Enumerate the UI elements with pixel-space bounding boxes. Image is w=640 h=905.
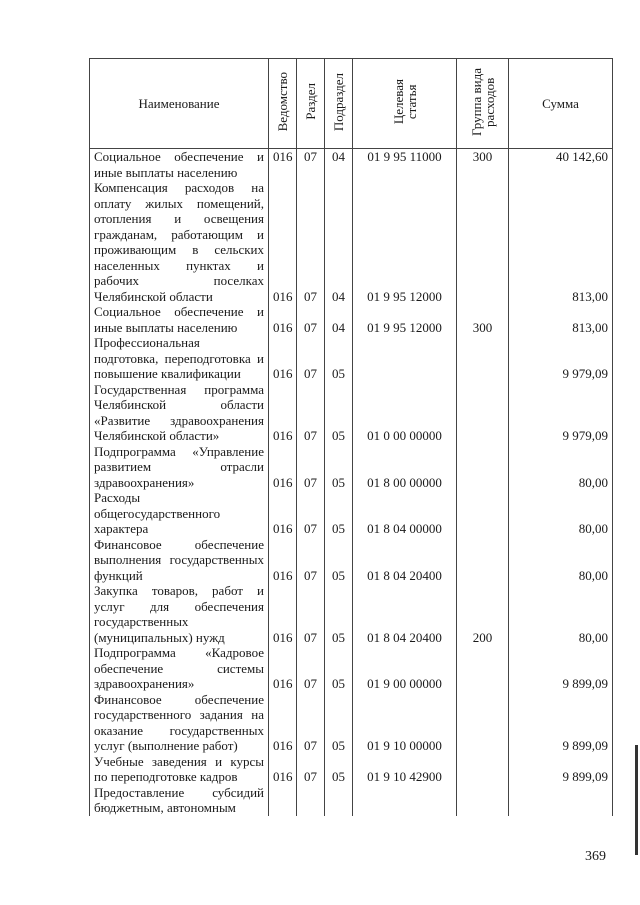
- header-summa: Сумма: [509, 59, 613, 149]
- row-summa: 9 899,09: [509, 692, 613, 754]
- row-celevaya-statya: [353, 335, 457, 382]
- row-vedomstvo: [269, 785, 297, 816]
- header-podrazdel: Подраздел: [325, 59, 353, 149]
- row-razdel: 07: [297, 537, 325, 584]
- table-row: [90, 692, 613, 754]
- row-vedomstvo: 016: [269, 180, 297, 304]
- row-name: Расходы общегосударственного характера: [90, 490, 269, 537]
- row-summa: 813,00: [509, 304, 613, 335]
- row-celevaya-statya: 01 9 95 11000: [353, 149, 457, 181]
- header-razdel: Раздел: [297, 59, 325, 149]
- budget-table: [89, 58, 613, 816]
- row-gruppa: 300: [457, 304, 509, 335]
- row-vedomstvo: 016: [269, 444, 297, 491]
- row-celevaya-statya: 01 9 95 12000: [353, 304, 457, 335]
- row-summa: 9 979,09: [509, 335, 613, 382]
- row-podrazdel: 05: [325, 490, 353, 537]
- row-name: Подпрограмма «Кадровое обеспечение системы здравоохранения»: [90, 645, 269, 692]
- table-row: [90, 382, 613, 444]
- row-summa: 9 899,09: [509, 754, 613, 785]
- row-celevaya-statya: [353, 785, 457, 816]
- row-celevaya-statya: 01 8 04 20400: [353, 537, 457, 584]
- row-vedomstvo: 016: [269, 335, 297, 382]
- row-podrazdel: 04: [325, 180, 353, 304]
- table-row: [90, 335, 613, 382]
- table-row: [90, 583, 613, 645]
- row-name: Социальное обеспечение и иные выплаты населению: [90, 149, 269, 181]
- row-gruppa: [457, 490, 509, 537]
- row-podrazdel: 05: [325, 382, 353, 444]
- table-row: [90, 490, 613, 537]
- table-row: [90, 645, 613, 692]
- row-vedomstvo: 016: [269, 382, 297, 444]
- row-summa: 813,00: [509, 180, 613, 304]
- row-razdel: 07: [297, 645, 325, 692]
- row-podrazdel: [325, 785, 353, 816]
- header-celevaya-statya: Целевая статья: [353, 59, 457, 149]
- row-vedomstvo: 016: [269, 754, 297, 785]
- header-vedomstvo: Ведомство: [269, 59, 297, 149]
- row-gruppa: [457, 382, 509, 444]
- table-row: [90, 444, 613, 491]
- row-name: Компенсация расходов на оплату жилых помещений, отопления и освещения гражданам, работающим и проживающим в сельских населенных пунктах и рабочих поселках Челябинской области: [90, 180, 269, 304]
- header-gruppa-vida-rashodov: Группа вида расходов: [457, 59, 509, 149]
- table-row: [90, 180, 613, 304]
- row-celevaya-statya: 01 9 95 12000: [353, 180, 457, 304]
- table-header-row: [90, 59, 613, 149]
- row-vedomstvo: 016: [269, 583, 297, 645]
- row-celevaya-statya: 01 9 00 00000: [353, 645, 457, 692]
- row-celevaya-statya: 01 0 00 00000: [353, 382, 457, 444]
- row-summa: [509, 785, 613, 816]
- row-name: Учебные заведения и курсы по переподготовке кадров: [90, 754, 269, 785]
- row-summa: 9 899,09: [509, 645, 613, 692]
- row-razdel: 07: [297, 754, 325, 785]
- row-podrazdel: 05: [325, 692, 353, 754]
- row-vedomstvo: 016: [269, 692, 297, 754]
- row-name: Закупка товаров, работ и услуг для обеспечения государственных (муниципальных) нужд: [90, 583, 269, 645]
- row-name: Финансовое обеспечение государственного задания на оказание государственных услуг (выполнение работ): [90, 692, 269, 754]
- row-vedomstvo: 016: [269, 490, 297, 537]
- row-gruppa: [457, 444, 509, 491]
- table-row: [90, 754, 613, 785]
- row-podrazdel: 05: [325, 754, 353, 785]
- header-name: Наименование: [90, 59, 269, 149]
- row-summa: 80,00: [509, 444, 613, 491]
- row-summa: 80,00: [509, 583, 613, 645]
- row-podrazdel: 05: [325, 335, 353, 382]
- row-name: Предоставление субсидий бюджетным, автономным: [90, 785, 269, 816]
- row-podrazdel: 05: [325, 645, 353, 692]
- row-razdel: 07: [297, 692, 325, 754]
- row-vedomstvo: 016: [269, 645, 297, 692]
- row-gruppa: [457, 537, 509, 584]
- row-razdel: 07: [297, 444, 325, 491]
- row-summa: 80,00: [509, 490, 613, 537]
- row-celevaya-statya: 01 8 04 00000: [353, 490, 457, 537]
- table-row: [90, 149, 613, 181]
- row-summa: 9 979,09: [509, 382, 613, 444]
- row-name: Финансовое обеспечение выполнения государственных функций: [90, 537, 269, 584]
- row-name: Подпрограмма «Управление развитием отрасли здравоохранения»: [90, 444, 269, 491]
- row-name: Государственная программа Челябинской области «Развитие здравоохранения Челябинской области»: [90, 382, 269, 444]
- row-gruppa: [457, 692, 509, 754]
- page-number: 369: [585, 849, 606, 864]
- row-name: Социальное обеспечение и иные выплаты населению: [90, 304, 269, 335]
- row-razdel: 07: [297, 304, 325, 335]
- row-podrazdel: 04: [325, 304, 353, 335]
- row-celevaya-statya: 01 8 00 00000: [353, 444, 457, 491]
- row-razdel: [297, 785, 325, 816]
- row-gruppa: 200: [457, 583, 509, 645]
- row-name: Профессиональная подготовка, переподготовка и повышение квалификации: [90, 335, 269, 382]
- row-razdel: 07: [297, 382, 325, 444]
- row-vedomstvo: 016: [269, 304, 297, 335]
- row-celevaya-statya: 01 8 04 20400: [353, 583, 457, 645]
- scan-edge-mark: [635, 745, 638, 855]
- row-gruppa: [457, 180, 509, 304]
- row-razdel: 07: [297, 149, 325, 181]
- row-razdel: 07: [297, 583, 325, 645]
- row-summa: 80,00: [509, 537, 613, 584]
- row-razdel: 07: [297, 335, 325, 382]
- row-podrazdel: 05: [325, 583, 353, 645]
- row-gruppa: [457, 785, 509, 816]
- row-celevaya-statya: 01 9 10 00000: [353, 692, 457, 754]
- row-gruppa: 300: [457, 149, 509, 181]
- row-gruppa: [457, 335, 509, 382]
- table-row: [90, 304, 613, 335]
- row-vedomstvo: 016: [269, 149, 297, 181]
- row-podrazdel: 05: [325, 444, 353, 491]
- row-summa: 40 142,60: [509, 149, 613, 181]
- row-podrazdel: 05: [325, 537, 353, 584]
- row-razdel: 07: [297, 490, 325, 537]
- row-gruppa: [457, 754, 509, 785]
- row-razdel: 07: [297, 180, 325, 304]
- row-vedomstvo: 016: [269, 537, 297, 584]
- row-gruppa: [457, 645, 509, 692]
- row-celevaya-statya: 01 9 10 42900: [353, 754, 457, 785]
- row-podrazdel: 04: [325, 149, 353, 181]
- table-row: [90, 785, 613, 816]
- table-row: [90, 537, 613, 584]
